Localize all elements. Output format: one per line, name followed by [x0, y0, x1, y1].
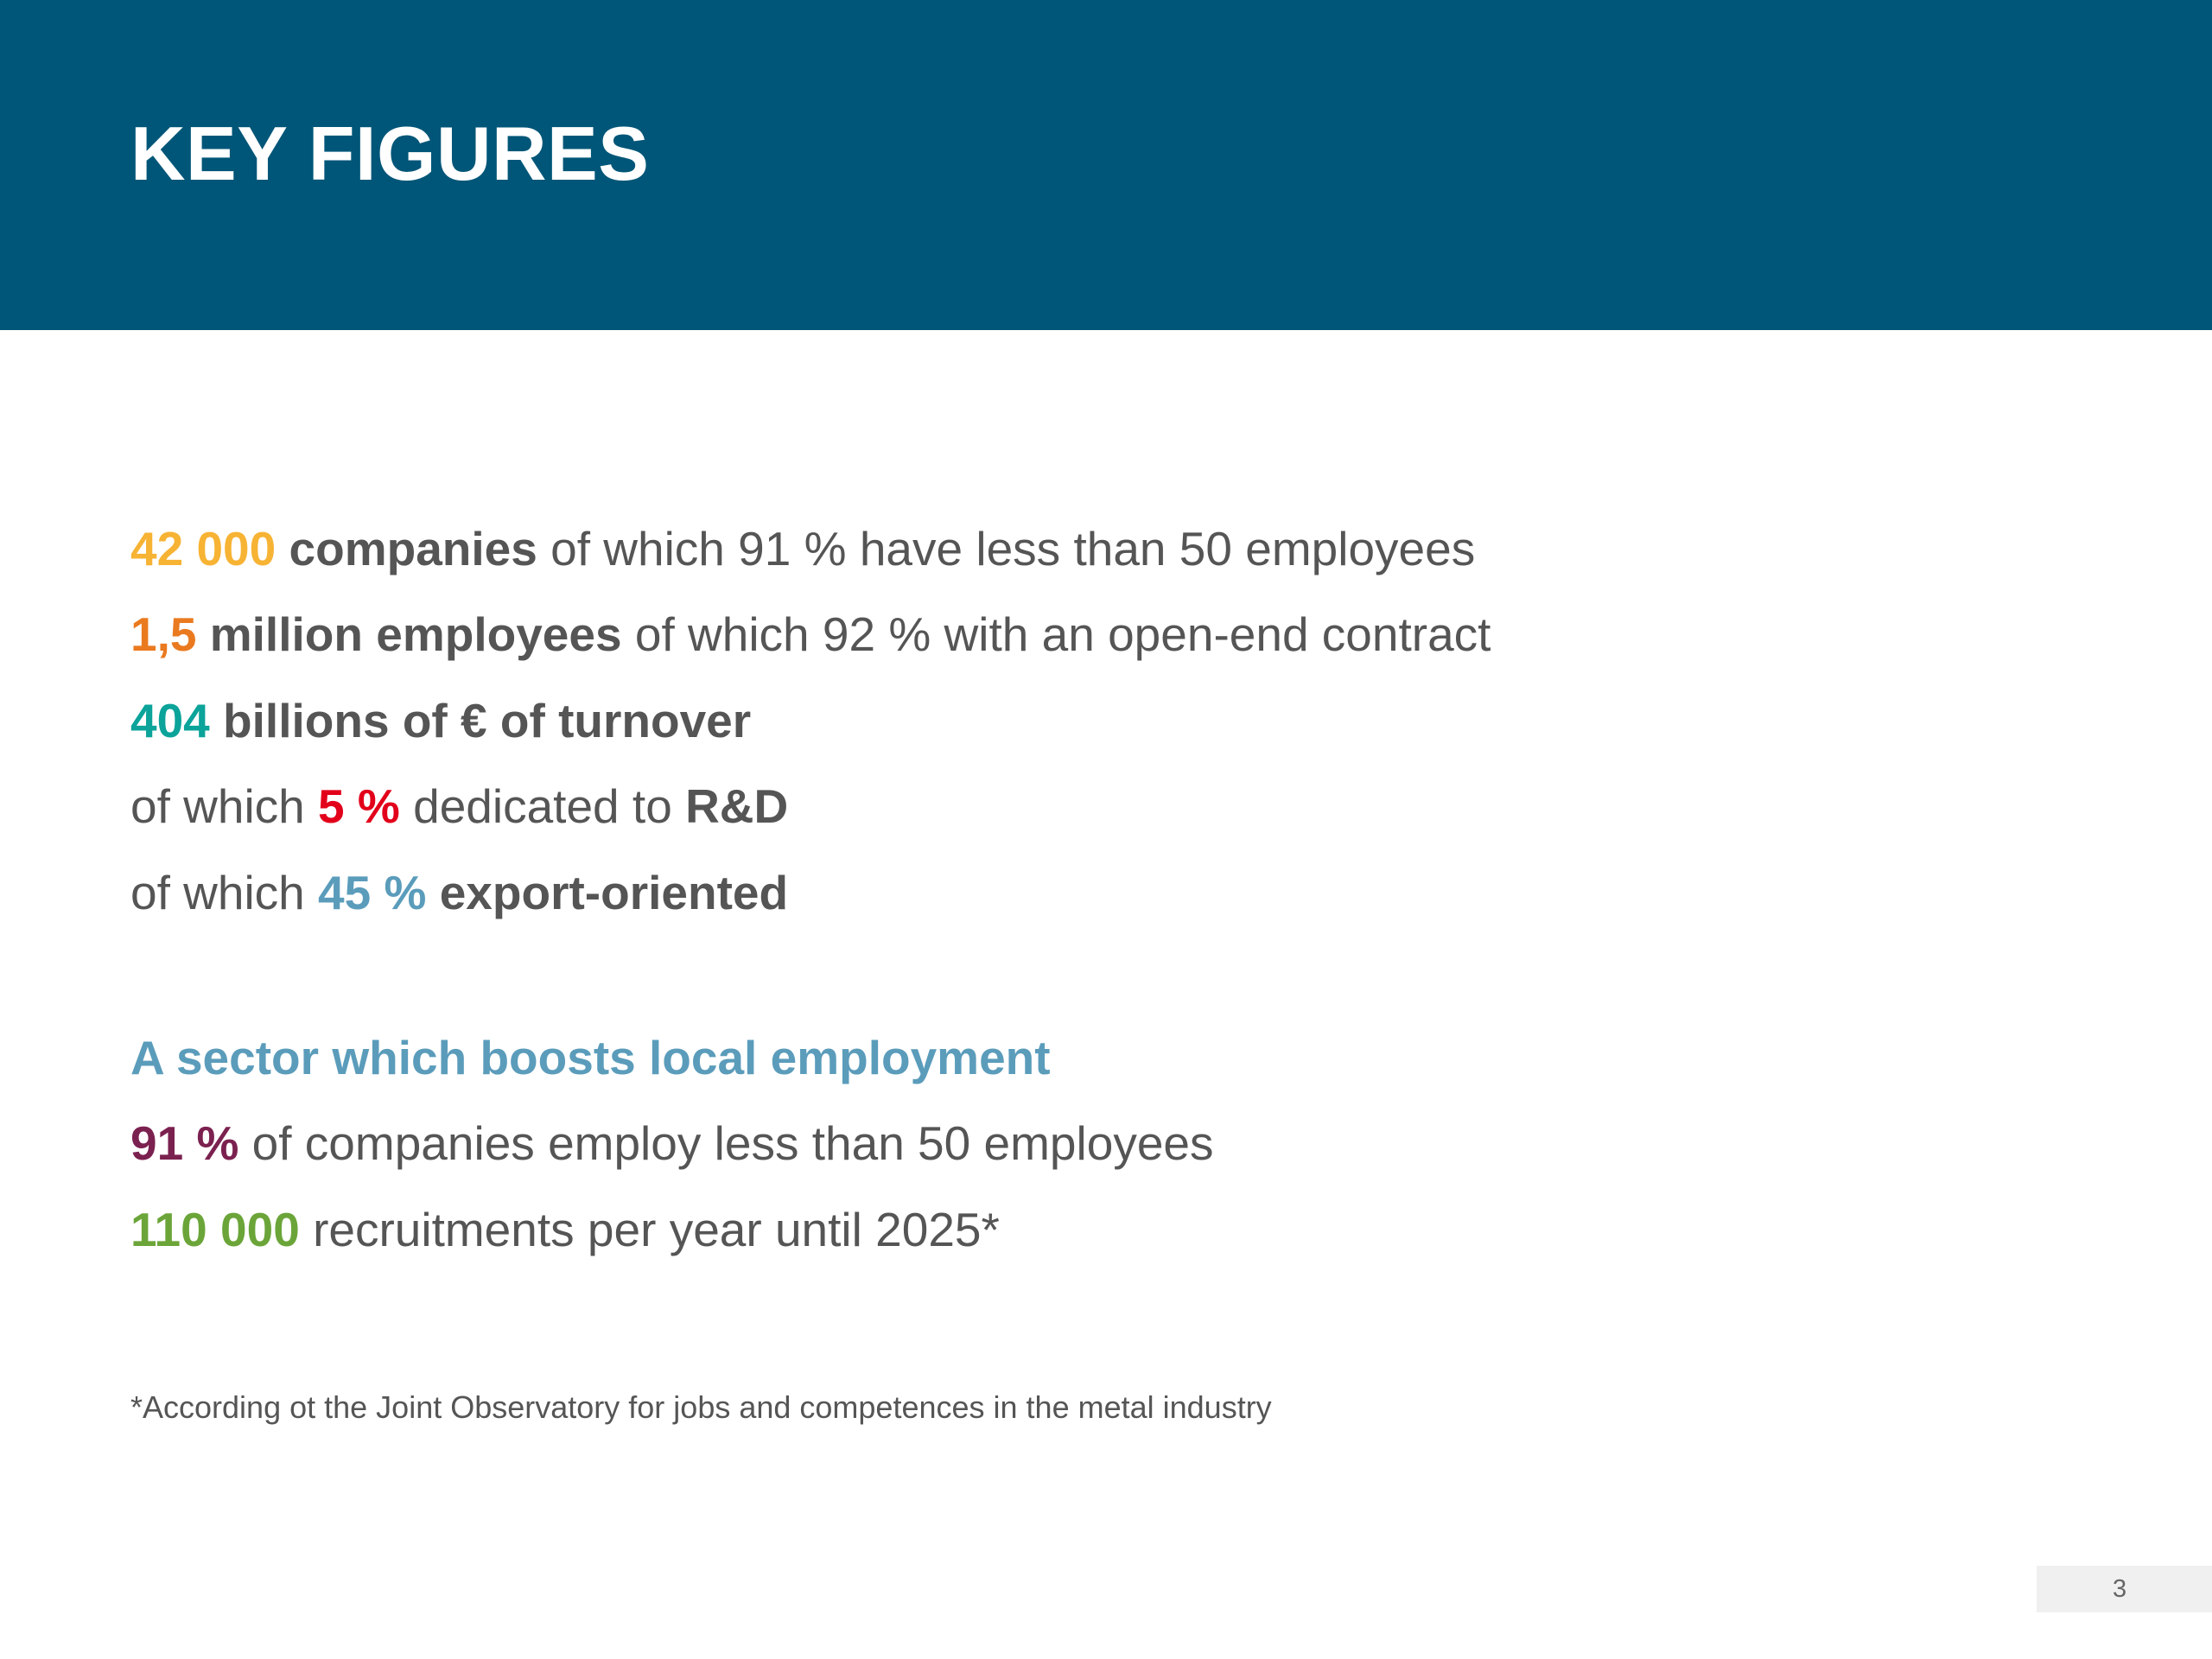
employment-item-small-companies [130, 1116, 1214, 1170]
figure-detail: of which 91 % have less than 50 employees [550, 522, 1476, 575]
figure-label: billions of € of turnover [223, 694, 752, 747]
employment-text: recruitments per year until 2025* [313, 1203, 1000, 1256]
figure-detail: of which 92 % with an open-end contract [634, 607, 1491, 661]
subfigure-middle: dedicated to [413, 779, 672, 833]
figure-number: 42 000 [130, 522, 276, 575]
employment-heading: A sector which boosts local employment [130, 1031, 1051, 1084]
figure-turnover [130, 694, 752, 747]
employment-text: of companies employ less than 50 employees [251, 1116, 1214, 1170]
figure-label: companies [289, 522, 537, 575]
employment-number: 110 000 [130, 1203, 300, 1256]
employment-number: 91 % [130, 1116, 239, 1170]
subfigure-prefix: of which [130, 866, 305, 919]
subfigure-label: R&D [685, 779, 789, 833]
subfigure-percent: 45 % [318, 866, 427, 919]
figure-companies [130, 522, 1476, 575]
figure-label: million employees [209, 607, 622, 661]
subfigure-percent: 5 % [318, 779, 400, 833]
subfigure-rd [130, 779, 789, 833]
page-title: KEY FIGURES [130, 111, 650, 196]
employment-item-recruitments [130, 1203, 1000, 1256]
header-banner [0, 0, 2212, 330]
figure-employees [130, 607, 1491, 661]
subfigure-prefix: of which [130, 779, 305, 833]
page-number: 3 [2113, 1575, 2127, 1603]
subfigure-export [130, 866, 789, 919]
figure-number: 1,5 [130, 607, 197, 661]
footnote: *According ot the Joint Observatory for jobs and competences in the metal industry [130, 1389, 1272, 1425]
figure-number: 404 [130, 694, 210, 747]
subfigure-label: export-oriented [439, 866, 789, 919]
